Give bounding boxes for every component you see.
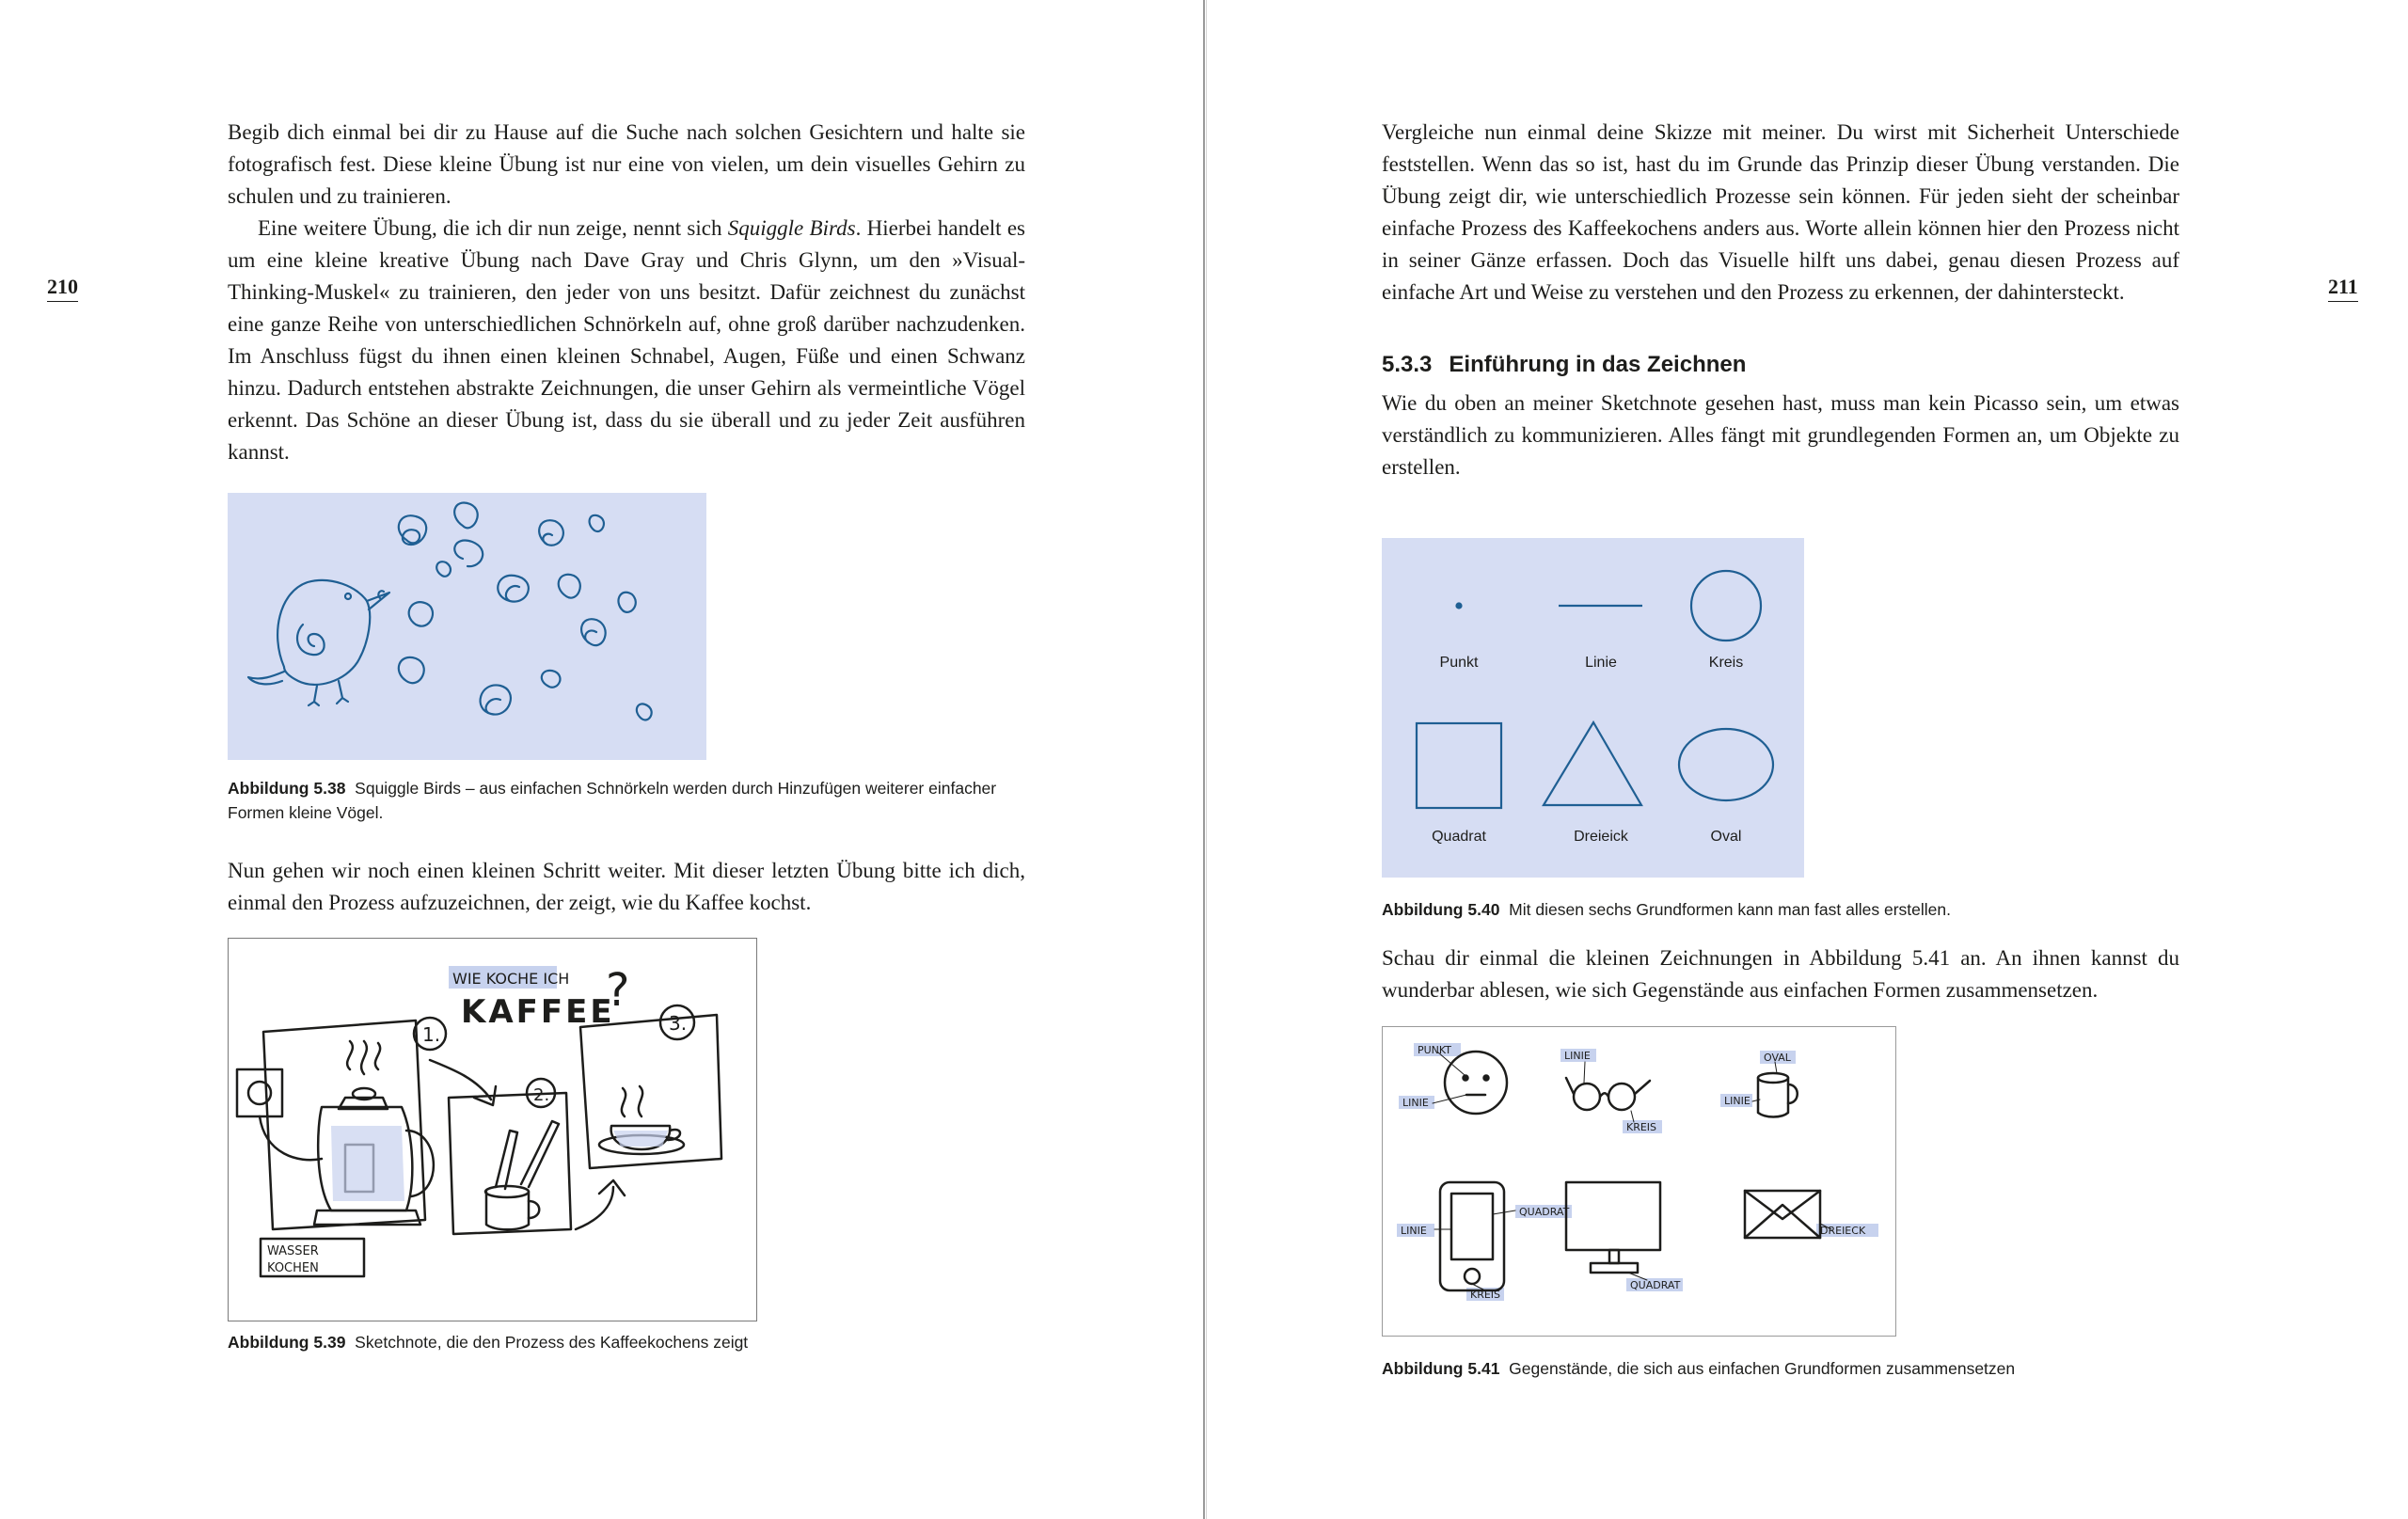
sketch-title-big: KAFFEE (461, 993, 615, 1031)
book-gutter-shadow (1206, 0, 1207, 1519)
section-heading (1382, 352, 2179, 378)
label-glasses-kreis: KREIS (1626, 1121, 1657, 1133)
caption-figure-5-41 (1382, 1356, 2179, 1381)
left-paragraph-3: Nun gehen wir noch einen kleinen Schritt weiter. Mit dieser letzten Übung bitte ich dich, einmal den Prozess aufzuzeichnen, der zeigt, wie du Kaffee kochst. (228, 859, 1025, 914)
label-phone-linie: LINIE (1401, 1225, 1427, 1237)
label-cup-linie: LINIE (1724, 1095, 1751, 1107)
caption-text-5-40: Mit diesen sechs Grundformen kann man fast alles erstellen. (1509, 900, 1951, 919)
left-page-body-2 (228, 855, 1025, 919)
caption-figure-5-40 (1382, 897, 2179, 922)
left-paragraph-2: Eine weitere Übung, die ich dir nun zeige, nennt sich Squiggle Birds. Hierbei handelt es um eine kleine kreative Übung nach Dave Gray und Chris Glynn, um den »Visual-Thinking-Muskel« zu trainieren, den jeder von uns besitzt. Dafür zeichnest du zunächst eine ganze Reihe von unterschiedlichen Schnörkeln auf, ohne groß darüber nachzudenken. Im Anschluss fügst du ihnen einen kleinen Schnabel, Augen, Füße und einen Schwanz hinzu. Dadurch entstehen abstrakte Zeichnungen, die unser Gehirn als vermeintliche Vögel erkennt. Das Schöne an dieser Übung ist, dass du sie überall und zu jeder Zeit ausführen kannst. (228, 216, 1026, 464)
sketch-note-line-2: KOCHEN (267, 1261, 319, 1275)
left-paragraph-1: Begib dich einmal bei dir zu Hause auf die Suche nach solchen Gesichtern und halte sie fotografisch fest. Diese kleine Übung ist nur eine von vielen, um dein visuelles Gehirn zu schulen und zu trainieren. (228, 120, 1025, 208)
caption-figure-5-38 (228, 776, 1025, 825)
sketch-step-2: 2. (533, 1085, 550, 1105)
label-phone-kreis: KREIS (1470, 1289, 1501, 1301)
caption-text-5-38: Squiggle Birds – aus einfachen Schnörkeln werden durch Hinzufügen weiterer einfacher Formen kleine Vögel. (228, 779, 997, 822)
label-face-punkt: PUNKT (1418, 1044, 1451, 1056)
label-linie: Linie (1585, 655, 1617, 671)
dot-shape (1457, 604, 1462, 609)
caption-label-5-38: Abbildung 5.38 (228, 779, 346, 798)
right-paragraph-1: Vergleiche nun einmal deine Skizze mit meiner. Du wirst mit Sicherheit Unterschiede feststellen. Wenn das so ist, hast du im Grunde das Prinzip dieser Übung verstanden. Die Übung zeigt dir, wie unterschiedlich Prozesse sein können. Für jeden sieht der scheinbar einfache Prozess des Kaffeekochens anders aus. Worte allein können hier den Prozess nicht in seiner Gänze erfassen. Doch das Visuelle hilft uns dabei, genau diesen Prozess auf einfache Art und Weise zu verstehen und den Prozess zu erkennen, der dahintersteckt. (1382, 120, 2179, 304)
caption-label-5-40: Abbildung 5.40 (1382, 900, 1500, 919)
page-number-right: 211 (2328, 275, 2358, 302)
figure-grundformen (1382, 538, 1951, 919)
label-envelope-dreieck: DREIECK (1820, 1225, 1866, 1237)
label-phone-quadrat: QUADRAT (1519, 1206, 1570, 1218)
right-page-body-2 (1382, 942, 2179, 1006)
left-page-body (228, 117, 1025, 468)
right-paragraph-3: Schau dir einmal die kleinen Zeichnungen in Abbildung 5.41 an. An ihnen kannst du wunderbar ablesen, wie sich Gegenstände aus einfachen Formen zusammensetzen. (1382, 946, 2179, 1002)
squiggle-birds-illustration (228, 493, 706, 760)
label-glasses-linie: LINIE (1564, 1050, 1591, 1062)
page-number-left: 210 (47, 275, 78, 302)
sketch-step-1: 1. (422, 1023, 441, 1046)
kaffee-sketchnote-illustration (228, 938, 757, 1321)
label-cup-oval: OVAL (1764, 1052, 1791, 1064)
sketch-title-small: WIE KOCHE ICH (452, 970, 570, 988)
label-monitor-quadrat: QUADRAT (1630, 1279, 1681, 1291)
right-page-body (1382, 117, 2179, 483)
squiggle-birds-term: Squiggle Birds (727, 216, 856, 240)
label-dreieck: Dreieick (1574, 829, 1628, 845)
label-kreis: Kreis (1708, 655, 1744, 671)
caption-figure-5-39 (228, 1330, 1025, 1354)
caption-label-5-39: Abbildung 5.39 (228, 1333, 346, 1352)
book-gutter (1203, 0, 1205, 1519)
section-title: Einführung in das Zeichnen (1449, 352, 1747, 377)
label-punkt: Punkt (1439, 655, 1479, 671)
figure-squiggle-birds (228, 493, 997, 822)
label-oval: Oval (1710, 829, 1742, 845)
figure-kaffee-sketchnote (228, 938, 757, 1352)
caption-label-5-41: Abbildung 5.41 (1382, 1359, 1500, 1378)
gegenstaende-illustration (1382, 1026, 1896, 1337)
label-quadrat: Quadrat (1432, 829, 1486, 845)
sketch-question-mark: ? (606, 964, 630, 1017)
label-face-linie: LINIE (1402, 1097, 1429, 1109)
sketch-step-3: 3. (669, 1012, 688, 1035)
caption-text-5-39: Sketchnote, die den Prozess des Kaffeekochens zeigt (355, 1333, 749, 1352)
caption-text-5-41: Gegenstände, die sich aus einfachen Grundformen zusammensetzen (1509, 1359, 2016, 1378)
sketch-note-line-1: WASSER (267, 1244, 319, 1258)
grundformen-illustration (1382, 538, 1804, 878)
section-number: 5.3.3 (1382, 352, 1433, 377)
figure-gegenstaende (1382, 1026, 2016, 1378)
right-paragraph-2: Wie du oben an meiner Sketchnote gesehen hast, muss man kein Picasso sein, um etwas verständlich zu kommunizieren. Alles fängt mit grundlegenden Formen an, um Objekte zu erstellen. (1382, 391, 2179, 479)
